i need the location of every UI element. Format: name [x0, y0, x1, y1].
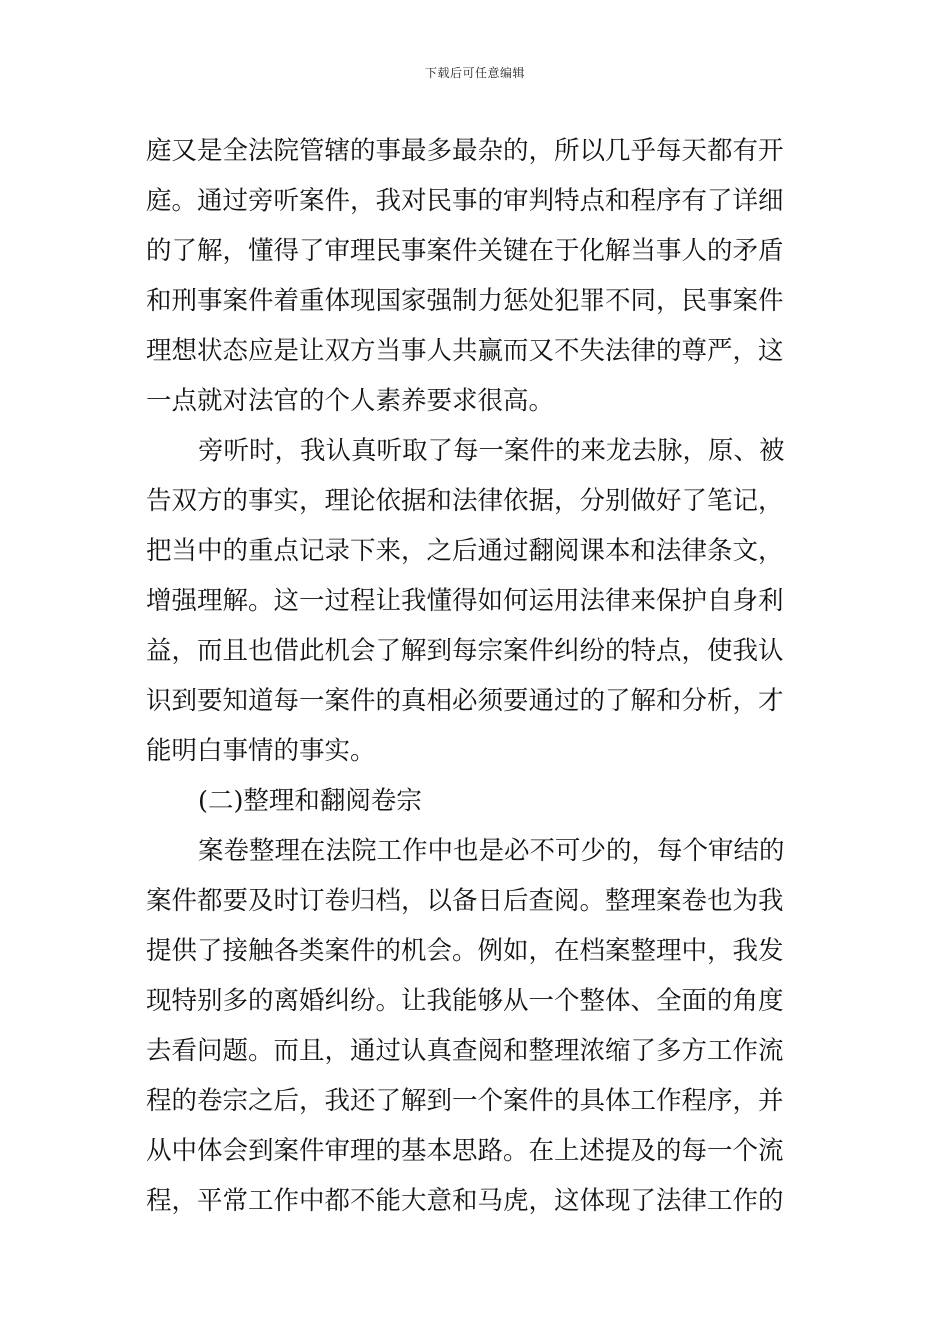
text-line: 从中体会到案件审理的基本思路。在上述提及的每一个流 [146, 1136, 784, 1166]
paragraph-start-line: 案卷整理在法院工作中也是必不可少的，每个审结的 [198, 836, 785, 866]
paragraph-start-line: 旁听时，我认真听取了每一案件的来龙去脉，原、被 [198, 436, 785, 466]
text-line: 程，平常工作中都不能大意和马虎，这体现了法律工作的 [146, 1186, 784, 1216]
text-line: 告双方的事实，理论依据和法律依据，分别做好了笔记， [146, 486, 784, 516]
text-line: 增强理解。这一过程让我懂得如何运用法律来保护自身利 [146, 586, 784, 616]
text-line: 能明白事情的事实。 [146, 736, 376, 766]
text-line: 庭。通过旁听案件，我对民事的审判特点和程序有了详细 [146, 186, 784, 216]
text-line: 识到要知道每一案件的真相必须要通过的了解和分析，才 [146, 686, 784, 716]
text-line: 程的卷宗之后，我还了解到一个案件的具体工作程序，并 [146, 1086, 784, 1116]
section-heading: (二)整理和翻阅卷宗 [198, 786, 422, 816]
text-line: 理想状态应是让双方当事人共赢而又不失法律的尊严，这 [146, 336, 784, 366]
document-body [146, 126, 806, 1226]
text-line: 案件都要及时订卷归档，以备日后查阅。整理案卷也为我 [146, 886, 784, 916]
text-line: 和刑事案件着重体现国家强制力惩处犯罪不同，民事案件 [146, 286, 784, 316]
text-line: 益，而且也借此机会了解到每宗案件纠纷的特点，使我认 [146, 636, 784, 666]
text-line: 一点就对法官的个人素养要求很高。 [146, 386, 555, 416]
text-line: 的了解，懂得了审理民事案件关键在于化解当事人的矛盾 [146, 236, 784, 266]
page-header: 下载后可任意编辑 [424, 66, 525, 80]
text-line: 庭又是全法院管辖的事最多最杂的，所以几乎每天都有开 [146, 136, 784, 166]
text-line: 提供了接触各类案件的机会。例如，在档案整理中，我发 [146, 936, 784, 966]
text-line: 现特别多的离婚纠纷。让我能够从一个整体、全面的角度 [146, 986, 784, 1016]
text-line: 把当中的重点记录下来，之后通过翻阅课本和法律条文， [146, 536, 784, 566]
text-line: 去看问题。而且，通过认真查阅和整理浓缩了多方工作流 [146, 1036, 784, 1066]
